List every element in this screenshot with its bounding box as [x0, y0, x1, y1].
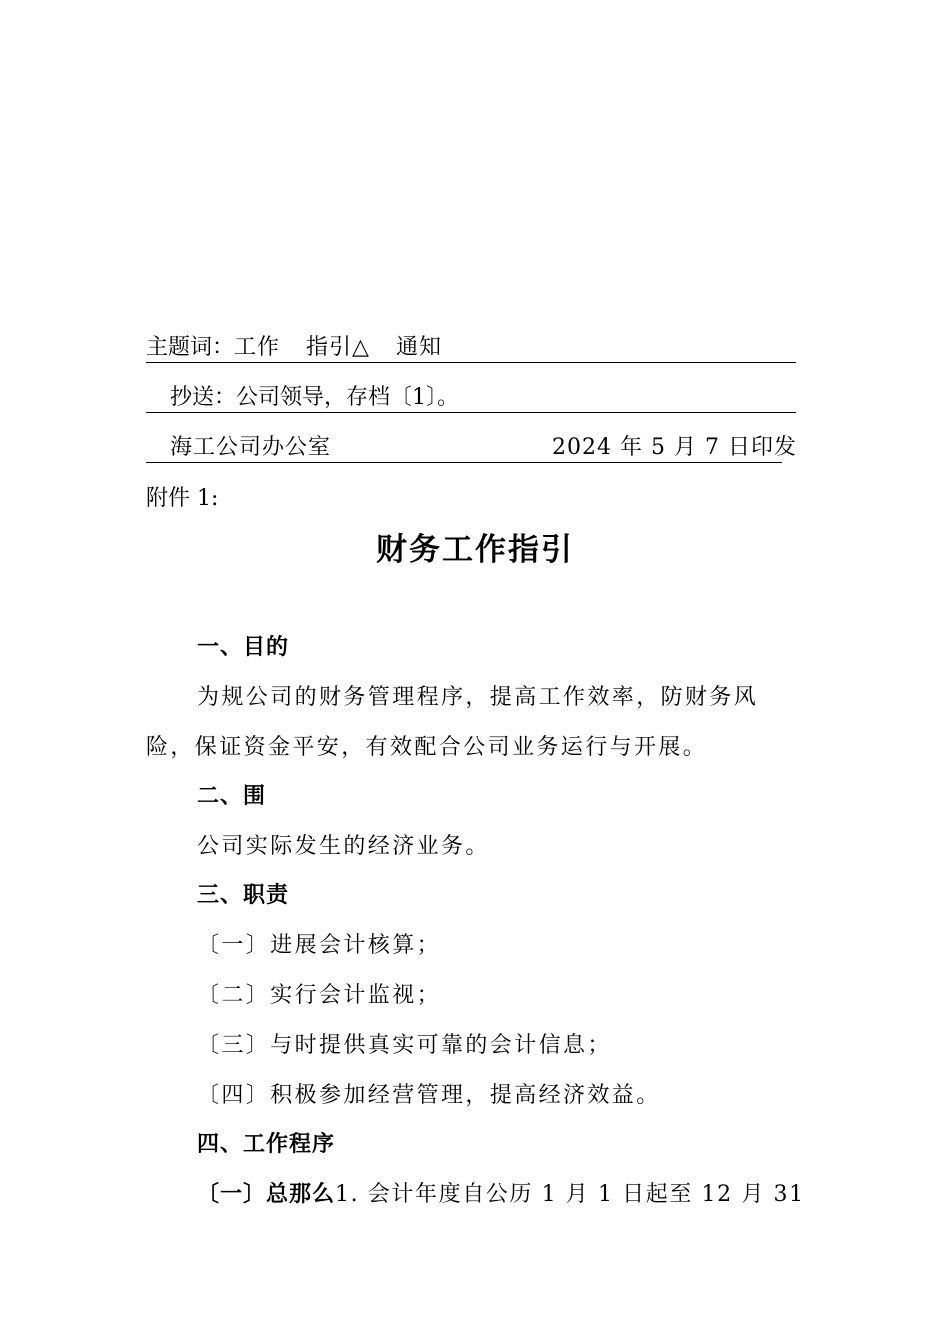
issue-date: 2024 年 5 月 7 日印发	[552, 435, 797, 460]
document-title: 财务工作指引	[376, 532, 574, 568]
cc-text: 抄送：公司领导，存档〔1〕。	[170, 385, 459, 410]
section-1-paragraph-line-2: 险，保证资金平安，有效配合公司业务运行与开展。	[146, 735, 708, 760]
subsection-label: 〔一〕总那么	[197, 1182, 336, 1207]
issuer-name: 海工公司办公室	[170, 435, 332, 460]
list-item: 〔二〕实行会计监视；	[197, 983, 442, 1008]
keyword-1: 工作	[234, 335, 281, 360]
subsection-text: 1. 会计年度自公历 1 月 1 日起至 12 月 31	[335, 1182, 805, 1207]
keyword-3: 通知	[395, 335, 442, 360]
attachment-label: 附件 1:	[146, 486, 219, 511]
section-4-heading: 四、工作程序	[197, 1132, 336, 1157]
section-4-subsection-line	[197, 1180, 805, 1210]
issuer-line	[146, 434, 797, 463]
cc-line	[146, 384, 796, 413]
section-1-paragraph-line-1: 为规公司的财务管理程序，提高工作效率，防财务风	[197, 685, 759, 710]
list-item: 〔四〕积极参加经营管理，提高经济效益。	[197, 1083, 661, 1108]
keywords-label: 主题词：	[146, 335, 235, 360]
section-2-paragraph: 公司实际发生的经济业务。	[197, 834, 490, 859]
keywords-line	[146, 334, 796, 363]
list-item: 〔一〕进展会计核算；	[197, 933, 442, 958]
section-3-heading: 三、职责	[197, 883, 290, 908]
list-item: 〔三〕与时提供真实可靠的会计信息；	[197, 1033, 612, 1058]
section-2-heading: 二、围	[197, 784, 267, 809]
section-1-heading: 一、目的	[197, 635, 290, 660]
keyword-2: 指引△	[306, 335, 370, 360]
